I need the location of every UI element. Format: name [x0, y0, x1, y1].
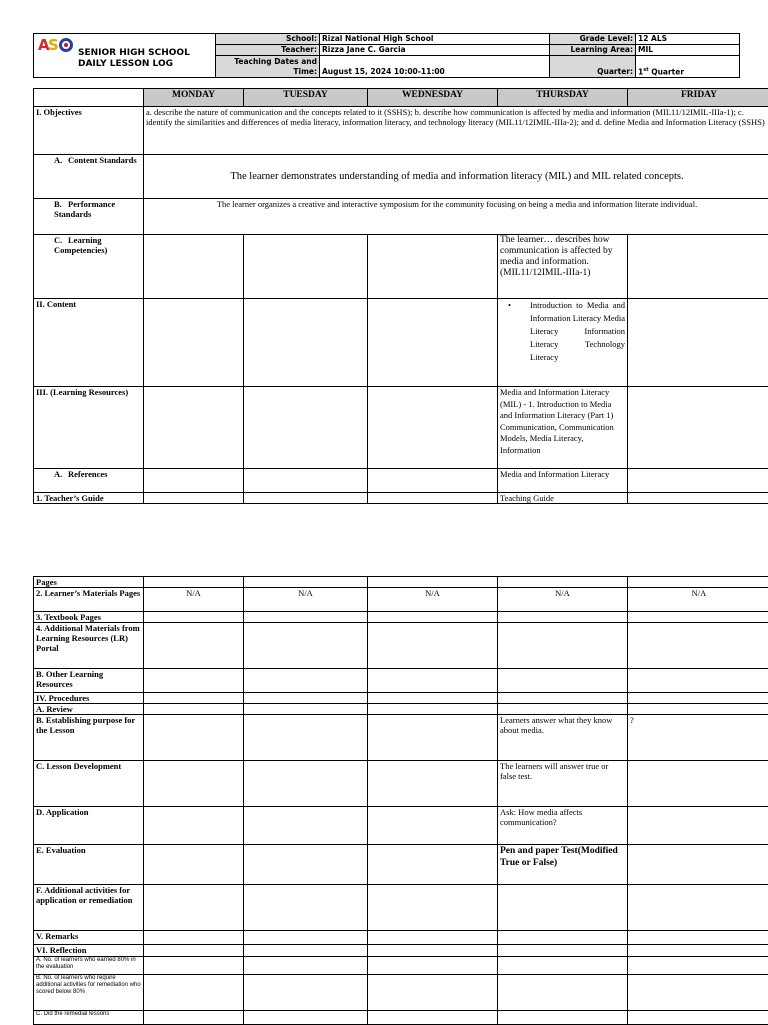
grade-label: Grade Level: [550, 34, 636, 45]
competencies-text-label: Learning Competencies) [54, 235, 107, 255]
content-label: II. Content [34, 299, 144, 387]
quarter-value [636, 56, 740, 78]
competencies-letter: C. [54, 235, 68, 245]
competencies-monday [144, 235, 244, 299]
evaluation-thursday: Pen and paper Test(Modified True or False) [498, 845, 628, 885]
quarter-label: Quarter: [550, 56, 636, 78]
reflection-c: C. Did the remedial lessons [34, 1011, 144, 1025]
lm-tuesday: N/A [244, 588, 368, 612]
teachers-guide-label: 1. Teacher’s Guide [34, 493, 144, 504]
procedures-label: IV. Procedures [34, 693, 144, 704]
learners-materials-label: 2. Learner’s Materials Pages [34, 588, 144, 612]
header-title-line1: SENIOR HIGH SCHOOL [78, 42, 213, 59]
content-standards-label [34, 155, 144, 199]
lm-friday: N/A [628, 588, 768, 612]
lesson-table-page2 [33, 576, 768, 1025]
content-wednesday [368, 299, 498, 387]
svg-text:A: A [38, 36, 50, 54]
bullet-icon: • [508, 299, 530, 364]
dates-label: Teaching Dates and Time: [216, 56, 320, 78]
performance-standards-letter: B. [54, 199, 68, 209]
references-letter: A. [54, 469, 68, 479]
textbook-label: 3. Textbook Pages [34, 612, 144, 623]
content-tuesday [244, 299, 368, 387]
resources-monday [144, 387, 244, 469]
development-thursday: The learners will answer true or false test. [498, 761, 628, 807]
competencies-wednesday [368, 235, 498, 299]
day-tuesday: TUESDAY [244, 89, 368, 107]
content-monday [144, 299, 244, 387]
objectives-label: I. Objectives [34, 107, 144, 155]
content-standards-text: The learner demonstrates understanding of media and information literacy (MIL) and MIL related concepts. [144, 155, 768, 199]
lm-thursday: N/A [498, 588, 628, 612]
lm-wednesday: N/A [368, 588, 498, 612]
teacher-value: Rizza Jane C. Garcia [320, 45, 550, 56]
content-thursday [498, 299, 628, 387]
performance-standards-label [34, 199, 144, 235]
references-friday [628, 469, 768, 493]
lm-monday: N/A [144, 588, 244, 612]
pages-label: Pages [34, 577, 144, 588]
resources-friday [628, 387, 768, 469]
evaluation-label: E. Evaluation [34, 845, 144, 885]
quarter-number: 1 [638, 67, 643, 76]
application-label: D. Application [34, 807, 144, 845]
tg-monday [144, 493, 244, 504]
references-text-label: References [68, 469, 108, 479]
quarter-sup: st [643, 67, 648, 73]
competencies-tuesday [244, 235, 368, 299]
tg-friday [628, 493, 768, 504]
references-monday [144, 469, 244, 493]
resources-label: III. (Learning Resources) [34, 387, 144, 469]
references-wednesday [368, 469, 498, 493]
area-value: MIL [636, 45, 740, 56]
tg-thursday: Teaching Guide [498, 493, 628, 504]
day-friday: FRIDAY [628, 89, 768, 107]
tg-tuesday [244, 493, 368, 504]
competencies-thursday: The learner… describes how communication is affected by media and information. (MIL11/12IMIL-IIIa-1) [498, 235, 628, 299]
day-monday: MONDAY [144, 89, 244, 107]
additional-activities-label: F. Additional activities for application or remediation [34, 885, 144, 931]
reflection-label: VI. Reflection [34, 945, 144, 957]
purpose-thursday: Learners answer what they know about media. [498, 715, 628, 761]
resources-thursday: Media and Information Literacy (MIL) - 1. Introduction to Media and Information Literacy (Part 1) Communication, Communication Models, Media Literacy, Information [498, 387, 628, 469]
school-label: School: [216, 34, 320, 45]
review-label: A. Review [34, 704, 144, 715]
references-thursday: Media and Information Literacy [498, 469, 628, 493]
header-title [34, 34, 216, 78]
svg-text:S: S [48, 36, 59, 54]
resources-tuesday [244, 387, 368, 469]
references-tuesday [244, 469, 368, 493]
area-label: Learning Area: [550, 45, 636, 56]
purpose-label: B. Establishing purpose for the Lesson [34, 715, 144, 761]
tg-wednesday [368, 493, 498, 504]
application-thursday: Ask: How media affects communication? [498, 807, 628, 845]
remarks-label: V. Remarks [34, 931, 144, 945]
lesson-development-label: C. Lesson Development [34, 761, 144, 807]
corner-cell [34, 89, 144, 107]
other-resources-label: B. Other Learning Resources [34, 669, 144, 693]
competencies-friday [628, 235, 768, 299]
reflection-b: B. No. of learners who require additional activities for remediation who scored below 80% [34, 975, 144, 1011]
performance-standards-text: The learner organizes a creative and interactive symposium for the community focusing on being a media and information literate individual. [144, 199, 768, 235]
lesson-table-page1 [33, 88, 768, 504]
purpose-friday: ? [628, 715, 768, 761]
reflection-a: A. No. of learners who earned 80% in the evaluation [34, 957, 144, 975]
objectives-text: a. describe the nature of communication and the concepts related to it (SSHS); b. describe how communication is affected by media and information (MIL11/12IMIL-IIIa-1); c. identify the similarities and differences of media literacy, information literacy, and technology literacy (MIL11/12IMIL-IIIa-2); and d. define Media and Information Literacy (SSHS) [144, 107, 768, 155]
grade-value: 12 ALS [636, 34, 740, 45]
day-wednesday: WEDNESDAY [368, 89, 498, 107]
header-table [33, 33, 740, 78]
content-friday [628, 299, 768, 387]
quarter-suffix: Quarter [649, 67, 684, 76]
dates-value: August 15, 2024 10:00-11:00 [320, 56, 550, 78]
header-title-line2: DAILY LESSON LOG [78, 59, 213, 70]
teacher-label: Teacher: [216, 45, 320, 56]
content-thursday-text: Introduction to Media and Information Literacy Media Literacy Information Literacy Technology Literacy [530, 299, 625, 364]
references-label [34, 469, 144, 493]
resources-wednesday [368, 387, 498, 469]
performance-standards-text-label: Performance Standards [54, 199, 115, 219]
content-standards-text-label: Content Standards [68, 155, 137, 165]
competencies-label [34, 235, 144, 299]
content-standards-letter: A. [54, 155, 68, 165]
school-value: Rizal National High School [320, 34, 550, 45]
additional-materials-label: 4. Additional Materials from Learning Resources (LR) Portal [34, 623, 144, 669]
day-thursday: THURSDAY [498, 89, 628, 107]
